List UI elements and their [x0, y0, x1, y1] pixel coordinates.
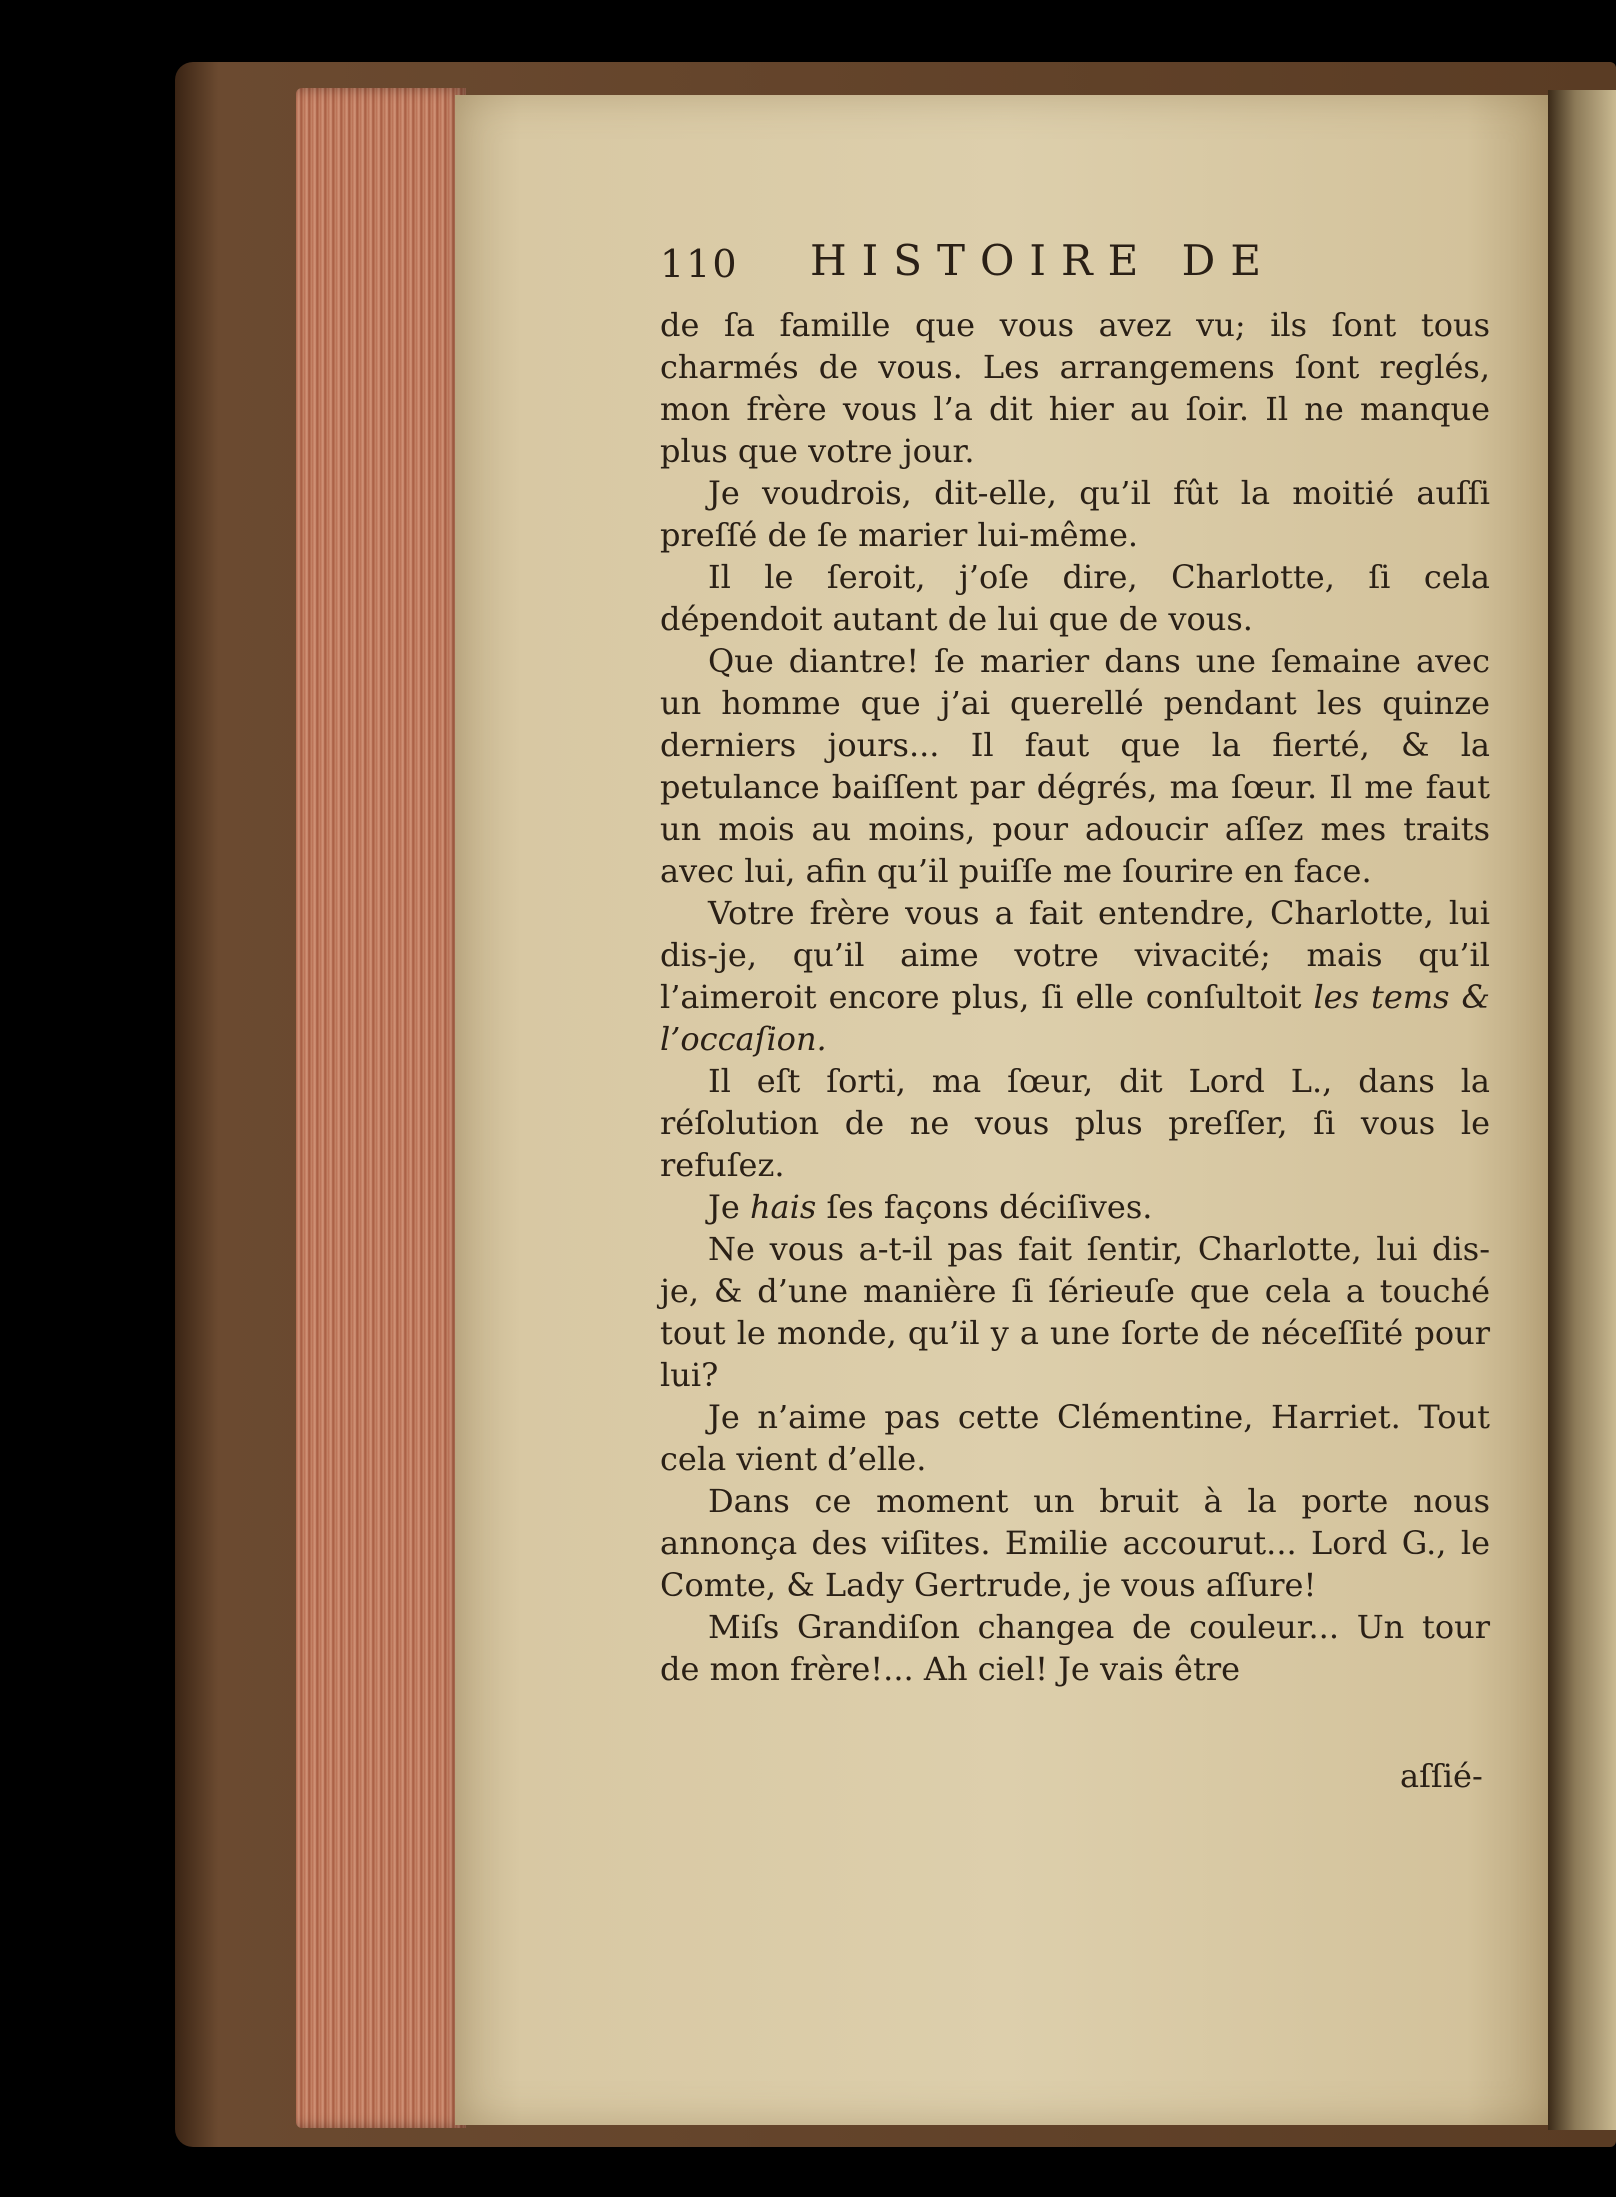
paragraph [660, 892, 1490, 1060]
paragraph-text: Votre frère vous a fait entendre, Charlotte, lui dis-je, qu’il aime votre vivacité; mais qu’il l’aimeroit encore plus, ſi elle conſultoit [660, 894, 1490, 1016]
facing-page-gutter [1548, 90, 1616, 2130]
paragraph: Ne vous a-t-il pas fait ſentir, Charlotte, lui dis-je, & d’une manière ſi ſérieuſe que cela a touché tout le monde, qu’il y a une ſorte de néceſſité pour lui? [660, 1230, 1490, 1394]
paragraph-text: Je [708, 1188, 750, 1226]
body-text [660, 304, 1490, 1690]
page-number: 110 [660, 242, 739, 286]
italic-word: hais [749, 1188, 817, 1226]
paragraph: Je n’aime pas cette Clémentine, Harriet. Tout cela vient d’elle. [660, 1398, 1490, 1478]
page-edges [296, 88, 466, 2128]
paragraph: Je voudrois, dit-elle, qu’il fût la moitié auſſi preſſé de ſe marier lui-même. [660, 474, 1490, 554]
catchword: aſſié- [1400, 1757, 1483, 1795]
italic-phrase: les tems & l’occaſion. [660, 978, 1490, 1058]
paragraph: Que diantre! ſe marier dans une ſemaine avec un homme que j’ai querellé pendant les quinze derniers jours... Il faut que la fierté, & la petulance baiſſent par dégrés, ma ſœur. Il me faut un mois au moins, pour adoucir aſſez mes traits avec lui, afin qu’il puiſſe me ſourire en face. [660, 642, 1490, 890]
running-title: HISTOIRE DE [810, 236, 1276, 285]
paragraph: de ſa famille que vous avez vu; ils ſont tous charmés de vous. Les arrangemens ſont reglés, mon frère vous l’a dit hier au ſoir. Il ne manque plus que votre jour. [660, 306, 1490, 470]
paragraph-text: ſes façons déciſives. [816, 1188, 1153, 1226]
paragraph: Dans ce moment un bruit à la porte nous annonça des viſites. Emilie accourut... Lord G., le Comte, & Lady Gertrude, je vous aſſure! [660, 1482, 1490, 1604]
page-header [660, 236, 1490, 298]
paragraph: Miſs Grandiſon changea de couleur... Un tour de mon frère!... Ah ciel! Je vais être [660, 1608, 1490, 1688]
paragraph [660, 1186, 1490, 1228]
paragraph: Il eſt ſorti, ma ſœur, dit Lord L., dans la réſolution de ne vous plus preſſer, ſi vous le refuſez. [660, 1062, 1490, 1184]
paragraph: Il le ſeroit, j’oſe dire, Charlotte, ſi cela dépendoit autant de lui que de vous. [660, 558, 1490, 638]
